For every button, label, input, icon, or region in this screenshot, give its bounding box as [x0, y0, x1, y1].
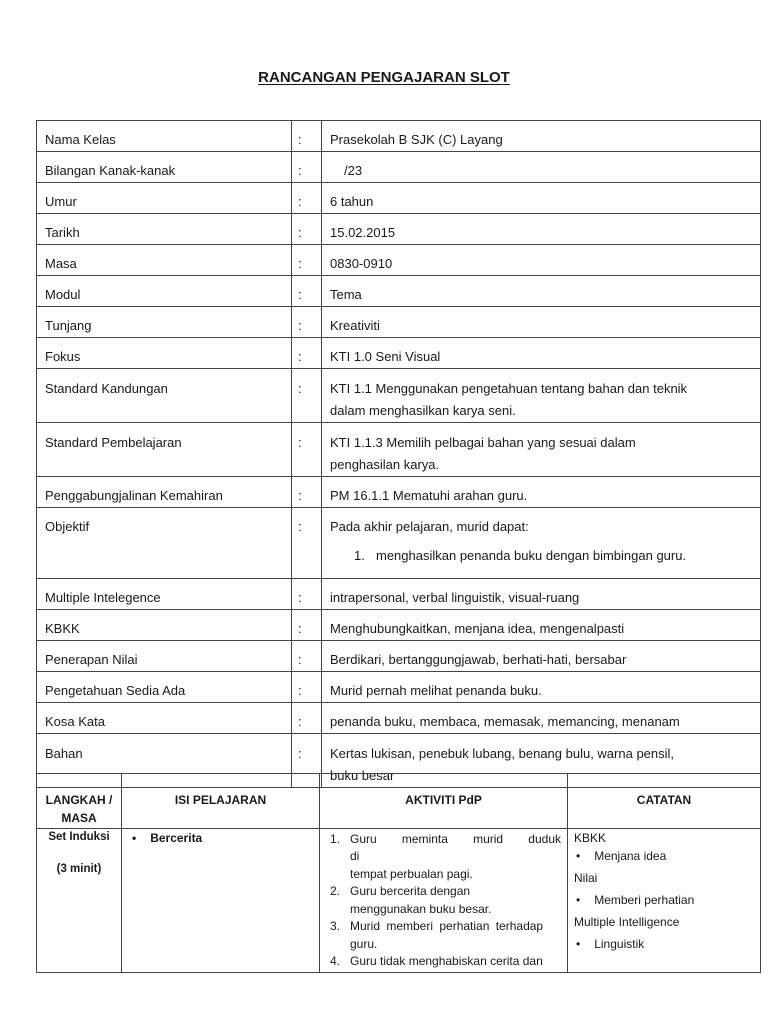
header-activity: AKTIVITI PdP — [320, 774, 568, 829]
info-row — [37, 477, 761, 508]
info-row — [37, 183, 761, 214]
info-colon: : — [292, 641, 322, 672]
step-duration: (3 minit) — [56, 863, 102, 875]
info-value: penanda buku, membaca, memasak, memancing, menanam — [322, 703, 761, 734]
info-label: KBKK — [37, 610, 292, 641]
info-label: Standard Pembelajaran — [37, 423, 292, 477]
info-colon: : — [292, 423, 322, 477]
info-label: Pengetahuan Sedia Ada — [37, 672, 292, 703]
info-label: Masa — [37, 245, 292, 276]
info-row — [37, 508, 761, 579]
info-row — [37, 423, 761, 477]
step-cell — [37, 829, 122, 973]
info-value: Menghubungkaitkan, menjana idea, mengenalpasti — [322, 610, 761, 641]
info-value: Murid pernah melihat penanda buku. — [322, 672, 761, 703]
content-cell — [122, 829, 320, 973]
info-row — [37, 276, 761, 307]
info-label: Fokus — [37, 338, 292, 369]
activity-item: 1. Guru meminta murid duduk di tempat perbualan pagi. — [330, 832, 561, 881]
notes-nilai-item: • Memberi perhatian — [574, 889, 754, 911]
header-step: LANGKAH / MASA — [37, 774, 122, 829]
info-colon: : — [292, 610, 322, 641]
notes-mi-item: • Linguistik — [574, 933, 754, 955]
objective-item: 1. menghasilkan penanda buku dengan bimbingan guru. — [354, 548, 687, 563]
info-label: Modul — [37, 276, 292, 307]
notes-kbkk-item: • Menjana idea — [574, 845, 754, 867]
info-colon: : — [292, 276, 322, 307]
info-value: Kreativiti — [322, 307, 761, 338]
info-row — [37, 610, 761, 641]
info-row — [37, 307, 761, 338]
info-row — [37, 641, 761, 672]
step-name: Set Induksi — [48, 831, 110, 843]
info-value: Kertas lukisan, penebuk lubang, benang bulu, warna pensil, buku besar — [322, 734, 761, 788]
info-label: Penerapan Nilai — [37, 641, 292, 672]
info-colon: : — [292, 245, 322, 276]
lesson-header-row — [37, 774, 761, 829]
notes-nilai-label: Nilai — [574, 871, 598, 885]
info-row — [37, 245, 761, 276]
info-colon: : — [292, 703, 322, 734]
info-value: KTI 1.0 Seni Visual — [322, 338, 761, 369]
info-value: PM 16.1.1 Mematuhi arahan guru. — [322, 477, 761, 508]
info-row — [37, 214, 761, 245]
info-colon: : — [292, 338, 322, 369]
content-item: • Bercerita — [128, 831, 313, 845]
info-value: KTI 1.1.3 Memilih pelbagai bahan yang sesuai dalam penghasilan karya. — [322, 423, 761, 477]
activity-item: 4. Guru tidak menghabiskan cerita dan — [330, 954, 543, 968]
info-row — [37, 152, 761, 183]
info-colon: : — [292, 369, 322, 423]
info-colon: : — [292, 508, 322, 579]
info-value: intrapersonal, verbal linguistik, visual-ruang — [322, 579, 761, 610]
header-notes: CATATAN — [568, 774, 761, 829]
info-label: Multiple Intelegence — [37, 579, 292, 610]
notes-kbkk-label: KBKK — [574, 831, 607, 845]
info-colon: : — [292, 183, 322, 214]
info-label: Bahan — [37, 734, 292, 788]
info-value: 15.02.2015 — [322, 214, 761, 245]
info-label: Umur — [37, 183, 292, 214]
info-row — [37, 121, 761, 152]
info-label: Standard Kandungan — [37, 369, 292, 423]
info-colon: : — [292, 734, 322, 788]
lesson-row — [37, 829, 761, 973]
info-value: Pada akhir pelajaran, murid dapat: 1. menghasilkan penanda buku dengan bimbingan guru. — [322, 508, 761, 579]
info-value: Prasekolah B SJK (C) Layang — [322, 121, 761, 152]
info-row — [37, 579, 761, 610]
lesson-steps-table — [36, 773, 761, 973]
info-label: Bilangan Kanak-kanak — [37, 152, 292, 183]
page-title: RANCANGAN PENGAJARAN SLOT — [258, 69, 510, 86]
activity-item: 3. Murid memberi perhatian terhadap guru. — [330, 919, 544, 951]
info-row — [37, 369, 761, 423]
info-label: Penggabungjalinan Kemahiran — [37, 477, 292, 508]
info-label: Kosa Kata — [37, 703, 292, 734]
info-label: Nama Kelas — [37, 121, 292, 152]
info-row — [37, 672, 761, 703]
notes-cell — [568, 829, 761, 973]
info-colon: : — [292, 672, 322, 703]
activity-item: 2. Guru bercerita dengan menggunakan buku besar. — [330, 884, 492, 916]
info-row — [37, 338, 761, 369]
info-value: 0830-0910 — [322, 245, 761, 276]
info-label: Tarikh — [37, 214, 292, 245]
info-colon: : — [292, 477, 322, 508]
info-label: Tunjang — [37, 307, 292, 338]
info-colon: : — [292, 214, 322, 245]
info-colon: : — [292, 579, 322, 610]
info-colon: : — [292, 121, 322, 152]
info-value: Tema — [322, 276, 761, 307]
notes-mi-label: Multiple Intelligence — [574, 915, 680, 929]
info-label: Objektif — [37, 508, 292, 579]
lesson-info-table — [36, 120, 761, 788]
info-value: KTI 1.1 Menggunakan pengetahuan tentang bahan dan teknik dalam menghasilkan karya seni. — [322, 369, 761, 423]
info-value: /23 — [322, 152, 761, 183]
info-value: 6 tahun — [322, 183, 761, 214]
info-row — [37, 703, 761, 734]
activity-list — [326, 831, 561, 970]
info-colon: : — [292, 307, 322, 338]
info-value: Berdikari, bertanggungjawab, berhati-hati, bersabar — [322, 641, 761, 672]
activity-cell — [320, 829, 568, 973]
info-colon: : — [292, 152, 322, 183]
header-content: ISI PELAJARAN — [122, 774, 320, 829]
